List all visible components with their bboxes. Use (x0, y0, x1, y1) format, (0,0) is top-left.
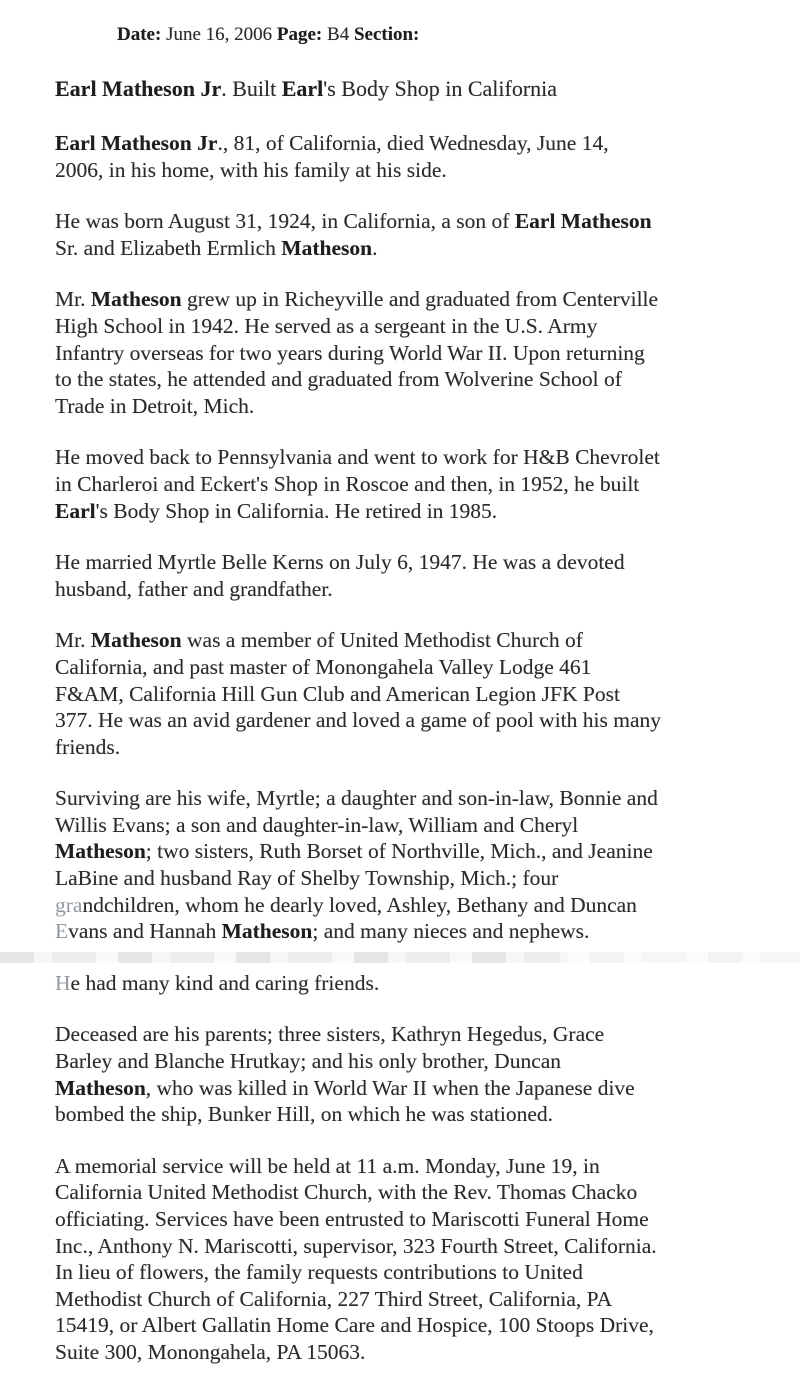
text-run: He married Myrtle Belle Kerns on July 6, 1947. He was a devoted (55, 550, 625, 575)
text-line (55, 471, 760, 498)
text-run: ndchildren, whom he dearly loved, Ashley, Bethany and Duncan (82, 892, 637, 917)
text-run: California United Methodist Church, with the Rev. Thomas Chacko (55, 1180, 638, 1205)
text-run: Willis Evans; a son and daughter-in-law, William and Cheryl (55, 812, 579, 837)
text-line (55, 1048, 760, 1075)
scan-artifact-fade (560, 952, 800, 963)
text-line (55, 1179, 760, 1206)
text-run: was a member of United Methodist Church of (181, 628, 583, 653)
bold-text-run: Earl Matheson Jr (55, 131, 218, 155)
text-line (55, 892, 760, 919)
text-line (55, 340, 760, 367)
text-run: in Charleroi and Eckert's Shop in Roscoe and then, in 1952, he built (55, 471, 640, 496)
bold-text-run: Earl Matheson Jr (55, 76, 222, 101)
bold-text-run: Earl (281, 76, 324, 101)
text-run: High School in 1942. He served as a sergeant in the U.S. Army (55, 313, 598, 338)
obituary-paragraph (55, 785, 760, 945)
text-run: Sr. and Elizabeth Ermlich (55, 235, 282, 260)
text-line (55, 444, 760, 471)
text-line (55, 1101, 760, 1128)
text-run: Surviving are his wife, Myrtle; a daughter and son-in-law, Bonnie and (55, 786, 658, 811)
obituary-headline (55, 75, 760, 102)
bold-text-run: Earl Matheson (514, 209, 652, 234)
text-run: 377. He was an avid gardener and loved a game of pool with his many (55, 708, 662, 733)
bold-text-run: Matheson (90, 287, 182, 312)
text-line (55, 208, 760, 235)
text-run: Mr. (55, 628, 91, 653)
text-run: Deceased are his parents; three sisters, Kathryn Hegedus, Grace (55, 1022, 605, 1047)
text-line (55, 970, 760, 997)
obituary-paragraph (55, 627, 760, 760)
text-run: He was born August 31, 1924, in California, a son of (55, 209, 515, 234)
obituary-paragraph (55, 286, 760, 419)
text-run: 's Body Shop in California (323, 76, 558, 101)
text-run: to the states, he attended and graduated from Wolverine School of (55, 367, 622, 392)
text-run: H (55, 970, 71, 995)
obituary-paragraph (55, 1153, 760, 1366)
text-run: B4 (322, 24, 354, 45)
text-run: A memorial service will be held at 11 a.m. Monday, June 19, in (55, 1153, 600, 1178)
text-run: California, and past master of Monongahela Valley Lodge 461 (55, 654, 592, 679)
text-line (55, 1075, 760, 1102)
obituary-paragraph (55, 1021, 760, 1127)
obituary-paragraph (55, 130, 760, 183)
bold-text-run: Matheson (90, 628, 182, 653)
text-run: Suite 300, Monongahela, PA 15063. (55, 1339, 366, 1364)
text-run: bombed the ship, Bunker Hill, on which he was stationed. (55, 1102, 554, 1127)
obituary-paragraph (55, 208, 760, 261)
text-run: 15419, or Albert Gallatin Home Care and Hospice, 100 Stoops Drive, (55, 1313, 654, 1338)
text-run: e had many kind and caring friends. (70, 970, 380, 995)
text-run: June 16, 2006 (161, 24, 277, 45)
text-line (55, 838, 760, 865)
text-line (55, 1339, 760, 1366)
text-run: Mr. (55, 287, 91, 312)
text-line (55, 681, 760, 708)
obituary-body (55, 130, 760, 1366)
text-run: In lieu of flowers, the family requests contributions to United (55, 1260, 583, 1285)
text-run: ., 81, of California, died Wednesday, June 14, (217, 131, 609, 155)
text-line (55, 1286, 760, 1313)
text-line (55, 313, 760, 340)
text-run: vans and Hannah (68, 919, 222, 944)
text-line (55, 654, 760, 681)
bold-text-run: Matheson (281, 235, 373, 260)
text-line (55, 235, 760, 262)
text-line (55, 865, 760, 892)
text-line (55, 286, 760, 313)
text-run: Infantry overseas for two years during World War II. Upon returning (55, 340, 645, 365)
document-header-line (117, 22, 760, 48)
text-run: 's Body Shop in California. He retired in 1985. (95, 498, 498, 523)
bold-text-run: Matheson (221, 919, 313, 944)
text-line (55, 812, 760, 839)
text-line (55, 576, 760, 603)
text-line (55, 393, 760, 420)
text-line (55, 734, 760, 761)
text-line (55, 1233, 760, 1260)
text-line (55, 130, 760, 157)
text-run: E (55, 919, 69, 944)
text-line (55, 1206, 760, 1233)
text-run: ; two sisters, Ruth Borset of Northville, Mich., and Jeanine (145, 839, 653, 864)
bold-text-run: Earl (55, 498, 96, 523)
obituary-paragraph (55, 444, 760, 524)
text-run: grew up in Richeyville and graduated from Centerville (181, 287, 659, 312)
text-run: LaBine and husband Ray of Shelby Township, Mich.; four (55, 866, 559, 891)
text-line (55, 785, 760, 812)
text-run: friends. (55, 734, 121, 759)
text-line (55, 918, 760, 945)
text-run: officiating. Services have been entrusted to Mariscotti Funeral Home (55, 1207, 649, 1231)
text-line (55, 498, 760, 525)
text-line (55, 549, 760, 576)
text-line (55, 1153, 760, 1180)
text-run: F&AM, California Hill Gun Club and American Legion JFK Post (55, 681, 620, 706)
text-line (55, 1021, 760, 1048)
text-run: 2006, in his home, with his family at his side. (55, 157, 447, 182)
bold-text-run: Date: (117, 24, 162, 45)
text-line (55, 157, 760, 184)
text-run: , who was killed in World War II when the Japanese dive (145, 1075, 635, 1100)
text-line (55, 627, 760, 654)
text-run: . (372, 235, 378, 260)
bold-text-run: Section: (353, 24, 420, 45)
bold-text-run: Matheson (55, 1075, 146, 1100)
text-run: husband, father and grandfather. (55, 576, 333, 601)
text-run: ; and many nieces and nephews. (312, 919, 590, 944)
text-run: Methodist Church of California, 227 Third Street, California, PA (55, 1286, 613, 1311)
text-run: . Built (221, 76, 282, 101)
text-run: Inc., Anthony N. Mariscotti, supervisor, 323 Fourth Street, California. (55, 1233, 657, 1258)
text-line (55, 366, 760, 393)
text-line (55, 707, 760, 734)
text-run: He moved back to Pennsylvania and went to work for H&B Chevrolet (55, 445, 660, 470)
obituary-paragraph (55, 970, 760, 997)
text-run: Barley and Blanche Hrutkay; and his only brother, Duncan (55, 1049, 562, 1074)
bold-text-run: Page: (276, 24, 323, 45)
bold-text-run: Matheson (55, 839, 146, 864)
obituary-paragraph (55, 549, 760, 602)
text-run: Trade in Detroit, Mich. (55, 393, 255, 418)
text-line (55, 1312, 760, 1339)
text-run: gra (55, 892, 83, 917)
text-line (55, 1259, 760, 1286)
